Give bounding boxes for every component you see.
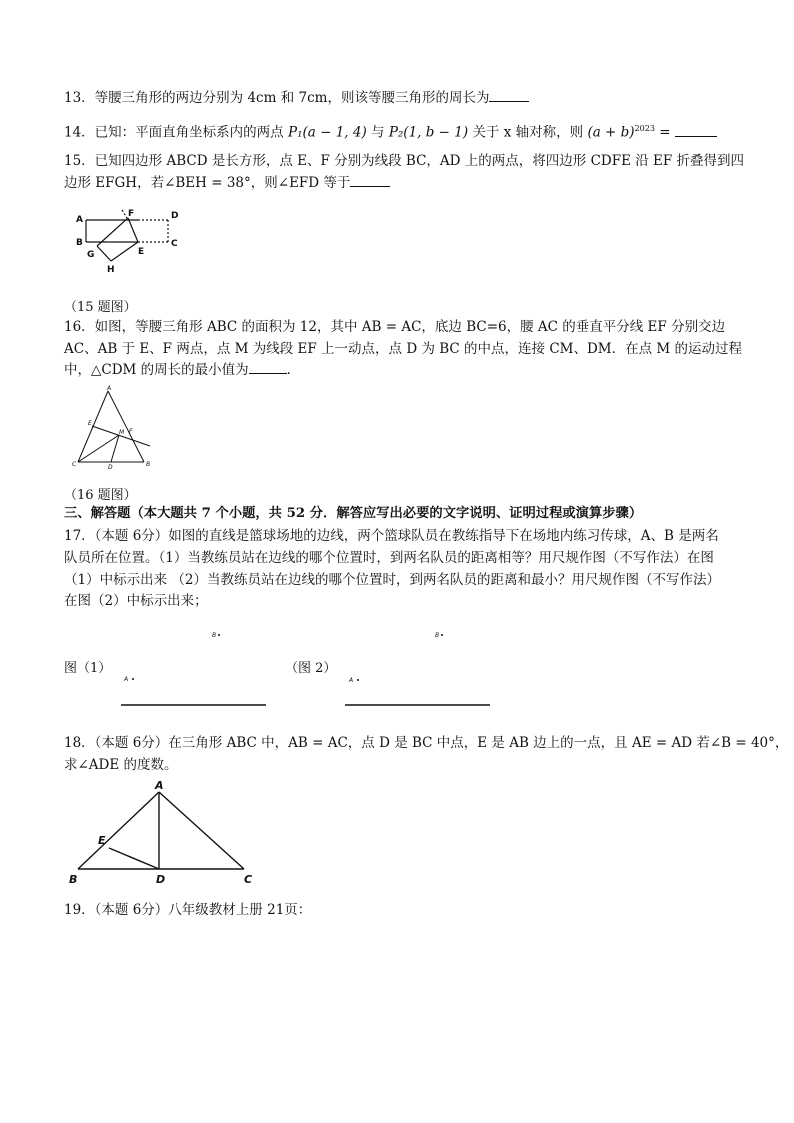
question-14-suffix: 关于 x 轴对称，则 xyxy=(472,124,584,141)
fig18-label-c: C xyxy=(244,873,253,886)
fig16-label-m: M xyxy=(119,429,125,436)
fig17-2-point-a xyxy=(357,679,359,681)
fig15-label-h: H xyxy=(107,265,115,275)
fig16-side-ac xyxy=(108,391,144,462)
question-17-line-1: 17．（本题 6分）如图的直线是篮球场地的边线，两个篮球队员在教练指导下在场地内练习传球，A、B 是两名 xyxy=(64,528,719,544)
figure-17-2 xyxy=(342,624,494,710)
figure-16 xyxy=(64,384,164,474)
fig17-1-point-a xyxy=(132,678,134,680)
fig16-label-f: F xyxy=(129,428,133,435)
question-15-text: 边形 EFGH，若∠BEH = 38°，则∠EFD 等于 xyxy=(64,175,351,191)
question-15-line-1: 15．已知四边形 ABCD 是长方形，点 E、F 分别为线段 BC，AD 上的两点，将四边形 CDFE 沿 EF 折叠得到四 xyxy=(64,153,745,169)
question-13 xyxy=(64,89,529,107)
fig17-2-point-b xyxy=(441,634,443,636)
answer-blank-13[interactable] xyxy=(489,89,529,102)
question-18-line-1: 18．（本题 6分）在三角形 ABC 中，AB = AC，点 D 是 BC 中点，E 是 AB 边上的一点，且 AE = AD 若∠B = 40°， xyxy=(64,735,789,751)
question-18-line-2: 求∠ADE 的度数。 xyxy=(64,757,178,773)
question-14-middle: 与 xyxy=(371,124,385,141)
fig16-label-d: D xyxy=(108,464,113,471)
question-16-line-3 xyxy=(64,361,300,379)
fig16-label-e: E xyxy=(88,420,92,427)
fig15-label-a: A xyxy=(76,215,83,225)
fig18-segment-ed xyxy=(109,848,159,869)
fig16-label-b: B xyxy=(146,461,151,468)
fig16-label-c: C xyxy=(72,461,77,468)
question-14 xyxy=(64,120,717,142)
fig15-label-e: E xyxy=(138,247,145,257)
fig17-2-label-a: A xyxy=(349,677,354,684)
question-16-line-1: 16．如图，等腰三角形 ABC 的面积为 12，其中 AB = AC，底边 BC=6，腰 AC 的垂直平分线 EF 分别交边 xyxy=(64,319,726,335)
caption-15: （15 题图） xyxy=(64,300,137,315)
fig15-fold-line-fe xyxy=(128,218,138,242)
exponent-2023: 2023 xyxy=(634,124,655,133)
fig16-label-a: A xyxy=(107,385,112,392)
caption-16: （16 题图） xyxy=(64,488,137,503)
fig15-fold-extension xyxy=(122,210,127,218)
question-17-line-3: （1）中标示出来 （2）当教练员站在边线的哪个位置时，到两名队员的距离和最小？用尺规作图（不写作法） xyxy=(64,572,720,588)
question-16-text: 中，△CDM 的周长的最小值为 xyxy=(64,362,249,378)
answer-blank-14[interactable] xyxy=(675,124,717,137)
answer-blank-16[interactable] xyxy=(249,361,287,374)
fig17-1-label-a: A xyxy=(124,676,129,683)
figure-18 xyxy=(64,778,264,890)
fig18-side-ac xyxy=(159,792,244,869)
fig15-line-he xyxy=(111,242,138,261)
fig18-label-b: B xyxy=(69,873,78,886)
question-13-text: 13．等腰三角形的两边分别为 4cm 和 7cm，则该等腰三角形的周长为 xyxy=(64,90,490,106)
point-p1: P₁(a − 1, 4) xyxy=(287,124,367,141)
fig18-side-ab xyxy=(78,792,159,869)
fig18-label-a: A xyxy=(155,779,164,792)
question-14-prefix: 14．已知：平面直角坐标系内的两点 xyxy=(64,124,284,141)
fig17-1-label-b: B xyxy=(212,632,217,639)
figure-17-2-label: （图 2） xyxy=(285,661,337,676)
fig15-label-g: G xyxy=(87,250,95,260)
fig15-label-d: D xyxy=(171,211,179,221)
fig18-label-e: E xyxy=(98,834,106,847)
point-p2: P₂(1, b − 1) xyxy=(388,124,469,141)
fig17-1-point-b xyxy=(218,634,220,636)
question-17-line-4: 在图（2）中标示出来； xyxy=(64,593,208,609)
figure-17-1-label: 图（1） xyxy=(64,661,112,676)
fig15-label-f: F xyxy=(128,209,135,219)
figure-15 xyxy=(64,198,194,278)
expression-a-plus-b: (a + b) xyxy=(587,124,635,141)
question-17-line-2: 队员所在位置。（1）当教练员站在边线的哪个位置时，到两名队员的距离相等？用尺规作图（不写作法）在图 xyxy=(64,550,714,566)
question-19: 19．（本题 6分）八年级教材上册 21页： xyxy=(64,902,312,918)
section-3-title: 三、解答题（本大题共 7 个小题，共 52 分．解答应写出必要的文字说明、证明过程或演算步骤） xyxy=(64,506,643,521)
fig18-label-d: D xyxy=(156,873,166,886)
answer-blank-15[interactable] xyxy=(350,174,390,187)
question-16-line-2: AC、AB 于 E、F 两点，点 M 为线段 EF 上一动点，点 D 为 BC 的中点，连接 CM、DM．在点 M 的运动过程 xyxy=(64,341,743,357)
figure-17-1 xyxy=(118,624,270,710)
fig15-label-c: C xyxy=(171,239,178,249)
fig15-line-gh xyxy=(97,246,111,261)
fig17-2-label-b: B xyxy=(435,632,440,639)
fig15-label-b: B xyxy=(76,238,83,248)
question-16-period: ． xyxy=(286,362,301,378)
equals-sign: = xyxy=(659,124,671,141)
question-15-line-2 xyxy=(64,174,390,192)
